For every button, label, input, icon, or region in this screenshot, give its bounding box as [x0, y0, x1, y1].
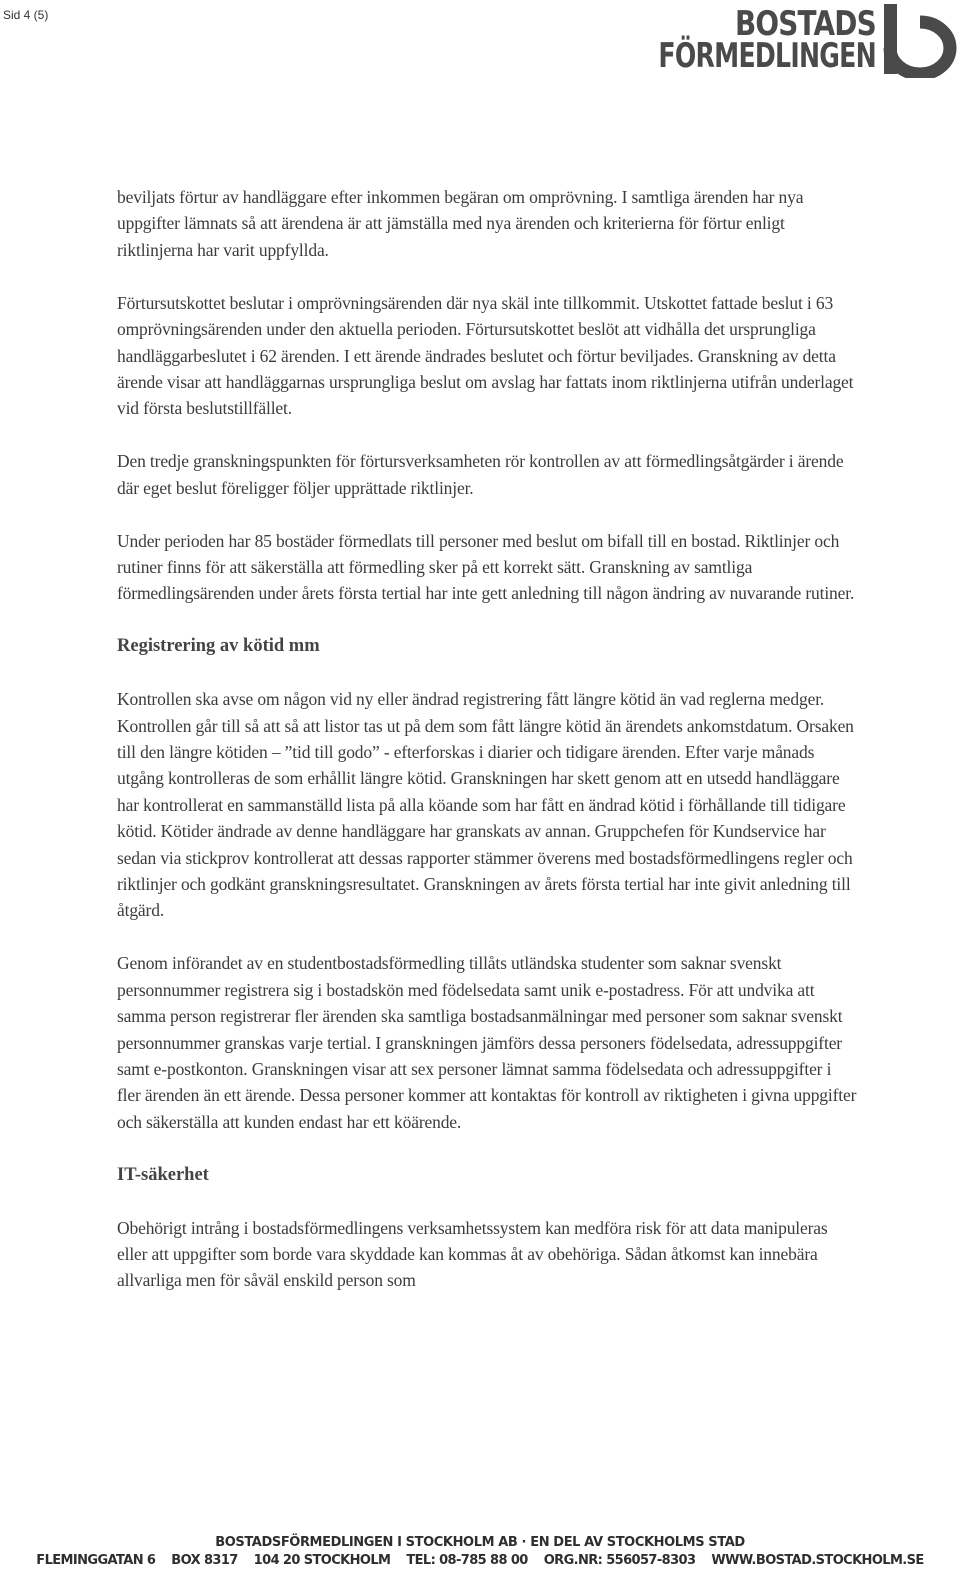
footer-contact [0, 1553, 960, 1568]
paragraph: Under perioden har 85 bostäder förmedlats till personer med beslut om bifall till en bostad. Riktlinjer och rutiner finns för att säkerställa att förmedling sker på ett korrekt sätt. Granskning av samtliga förmedlingsärenden under årets första tertial har inte gett anledning till någon ändring av nuvarande rutiner. [117, 530, 855, 604]
footer-postal: 104 20 STOCKHOLM [253, 1553, 391, 1568]
paragraph: Den tredje granskningspunkten för förtursverksamheten rör kontrollen av att förmedlingsåtgärder i ärende där eget beslut föreligger följer upprättade riktlinjer. [117, 451, 844, 498]
footer-org-number: ORG.NR: 556057-8303 [543, 1553, 696, 1568]
paragraph: Obehörigt intrång i bostadsförmedlingens verksamhetssystem kan medföra risk för att data manipuleras eller att uppgifter som borde vara skyddade kan kommas åt av obehöriga. Sådan åtkomst kan innebära allvarliga men för såväl enskild person som [117, 1217, 828, 1291]
section-heading-it-sakerhet: IT-säkerhet [117, 1164, 209, 1185]
bostadsformedlingen-logo [658, 2, 958, 78]
paragraph: Genom införandet av en studentbostadsförmedling tillåts utländska studenter som saknar svenskt personnummer registrera sig i bostadskön med födelsedata samt unik e-postadress. För att undvika att samma person registrerar fler ärenden ska samtliga bostadsanmälningar med personer som saknar svenskt personnummer granskas varje tertial. I granskningen jämförs dessa personers födelsedata, adressuppgifter samt e-postkonton. Granskningen visar att sex personer lämnat samma födelsedata och adressuppgifter i fler ärenden än ett ärende. Dessa personer kommer att kontaktas för kontroll av riktigheten i givna uppgifter och säkerställa att kunden endast har ett köärende. [117, 953, 857, 1132]
paragraph: Kontrollen ska avse om någon vid ny eller ändrad registrering fått längre kötid än vad reglerna medger. Kontrollen går till så att så att listor tas ut på dem som fått längre kötid än ärendets ankomstdatum. Orsaken till den längre kötiden – ”tid till godo” - efterforskas i diarier och tidigare ärenden. Efter varje månads utgång kontrolleras de som erhållit längre kötid. Granskningen har skett genom att en utsedd handläggare har kontrollerat en sammanställd lista på alla köande som har fått en ändrad kötid i förhållande till tidigare kötid. Kötider ändrade av denne handläggare har granskats av annan. Gruppchefen för Kundservice har sedan via stickprov kontrollerat att dessas rapporter stämmer överens med bostadsförmedlingens regler och riktlinjer och godkänt granskningsresultatet. Granskningen av årets första tertial har inte givit anledning till åtgärd. [117, 689, 854, 921]
footer-organization: BOSTADSFÖRMEDLINGEN I STOCKHOLM AB · EN DEL AV STOCKHOLMS STAD [215, 1535, 745, 1550]
logo-text-line2: FÖRMEDLINGEN [658, 36, 876, 76]
footer-address: FLEMINGGATAN 6 [36, 1553, 156, 1568]
logo-b-mark-icon [878, 2, 958, 78]
document-body [117, 184, 857, 1320]
footer-phone: TEL: 08-785 88 00 [406, 1553, 528, 1568]
paragraph: Förtursutskottet beslutar i omprövningsärenden där nya skäl inte tillkommit. Utskottet fattade beslut i 63 omprövningsärenden under den aktuella perioden. Förtursutskottet beslöt att vidhålla det ursprungliga handläggarbeslutet i 62 ärenden. I ett ärende ändrades beslutet och förtur beviljades. Granskning av detta ärende visar att handläggarnas ursprungliga beslut om avslag har fattats inom riktlinjerna utifrån underlaget vid första beslutstillfället. [117, 292, 854, 419]
footer-box: BOX 8317 [171, 1553, 238, 1568]
footer-website: WWW.BOSTAD.STOCKHOLM.SE [711, 1553, 924, 1568]
paragraph: beviljats förtur av handläggare efter inkommen begäran om omprövning. I samtliga ärenden har nya uppgifter lämnats så att ärendena är att jämställa med nya ärenden och kriterierna för förtur enligt riktlinjerna har varit uppfyllda. [117, 187, 804, 260]
page-number: Sid 4 (5) [3, 8, 49, 22]
section-heading-kotid: Registrering av kötid mm [117, 636, 320, 657]
logo-text-line1: BOSTADS [735, 4, 876, 44]
